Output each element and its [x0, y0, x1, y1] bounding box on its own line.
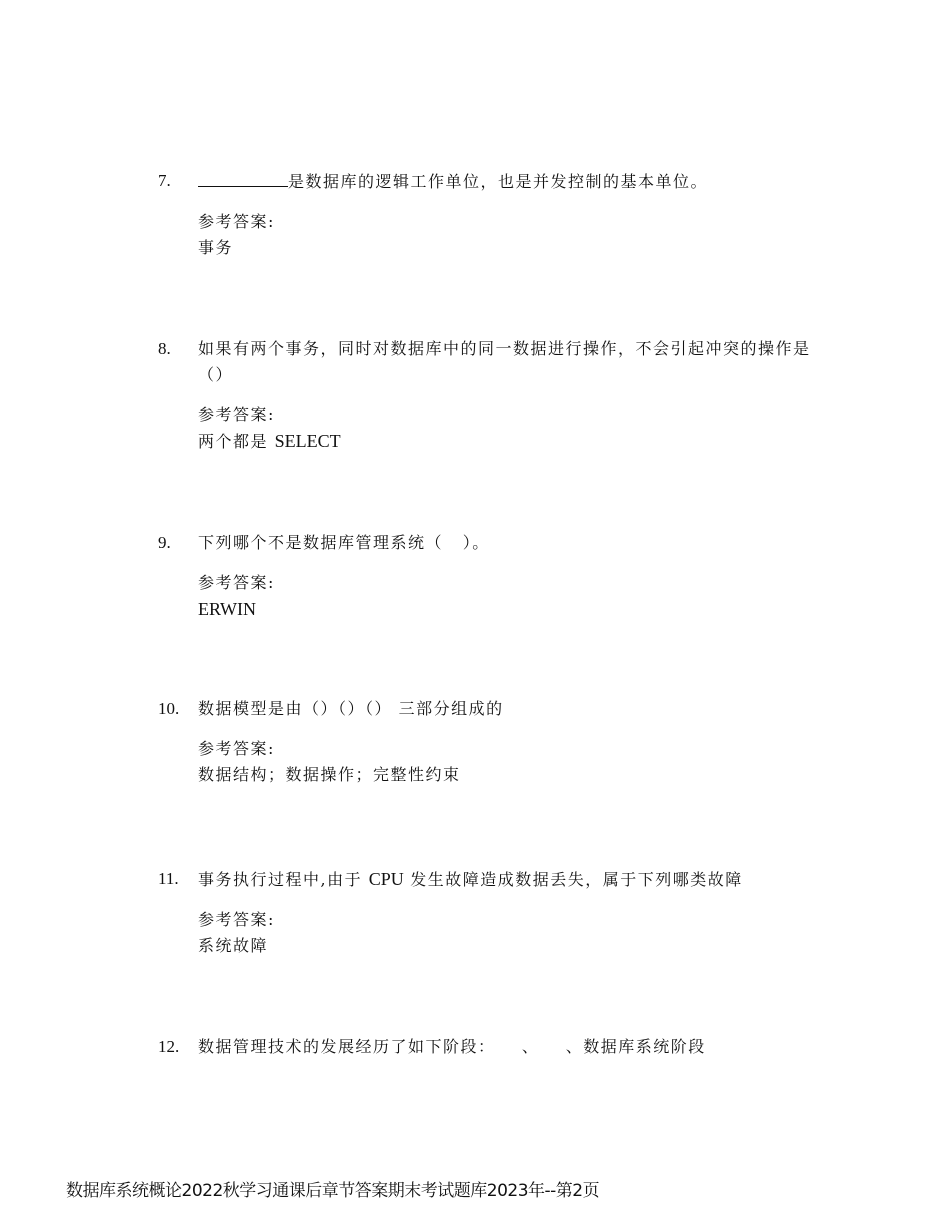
- answer-label: 参考答案:: [198, 739, 275, 758]
- question-number: 10.: [158, 699, 180, 718]
- question-text: 数据管理技术的发展经历了如下阶段： 、 、数据库系统阶段: [198, 1037, 706, 1056]
- question-text: 如果有两个事务，同时对数据库中的同一数据进行操作，不会引起冲突的操作是（）: [198, 339, 811, 384]
- question-12: [158, 1034, 838, 1060]
- page-footer: 数据库系统概论2022秋学习通课后章节答案期末考试题库2023年--第2页: [66, 1181, 600, 1201]
- answer-block: [198, 402, 838, 455]
- answer-label: 参考答案:: [198, 405, 275, 424]
- question-text: 数据模型是由（）（）（） 三部分组成的: [198, 699, 504, 718]
- question-number: 11.: [158, 869, 179, 888]
- answer-block: [198, 570, 838, 622]
- question-number: 9.: [158, 533, 171, 552]
- answer-block: [198, 907, 838, 959]
- question-text: 下列哪个不是数据库管理系统（ ）。: [198, 533, 490, 552]
- answer-block: [198, 736, 838, 788]
- answer-label: 参考答案:: [198, 910, 275, 929]
- answer-label: 参考答案:: [198, 212, 275, 231]
- question-number: 8.: [158, 339, 171, 358]
- answer-text: 事务: [198, 238, 234, 257]
- question-number: 7.: [158, 171, 171, 190]
- question-9: [158, 530, 838, 622]
- fill-in-blank: [198, 168, 288, 187]
- answer-block: [198, 209, 838, 261]
- answer-text: 数据结构；数据操作；完整性约束: [198, 765, 461, 784]
- question-text: 事务执行过程中,由于 CPU 发生故障造成数据丢失，属于下列哪类故障: [198, 869, 743, 889]
- question-8: [158, 336, 838, 455]
- question-11: [158, 866, 838, 959]
- question-number: 12.: [158, 1037, 180, 1056]
- question-7: [158, 168, 838, 261]
- answer-text: 系统故障: [198, 936, 269, 955]
- answer-text: ERWIN: [198, 599, 256, 619]
- answer-text: 两个都是 SELECT: [198, 431, 341, 451]
- question-text: 是数据库的逻辑工作单位，也是并发控制的基本单位。: [288, 172, 709, 191]
- question-10: [158, 696, 838, 788]
- answer-label: 参考答案:: [198, 573, 275, 592]
